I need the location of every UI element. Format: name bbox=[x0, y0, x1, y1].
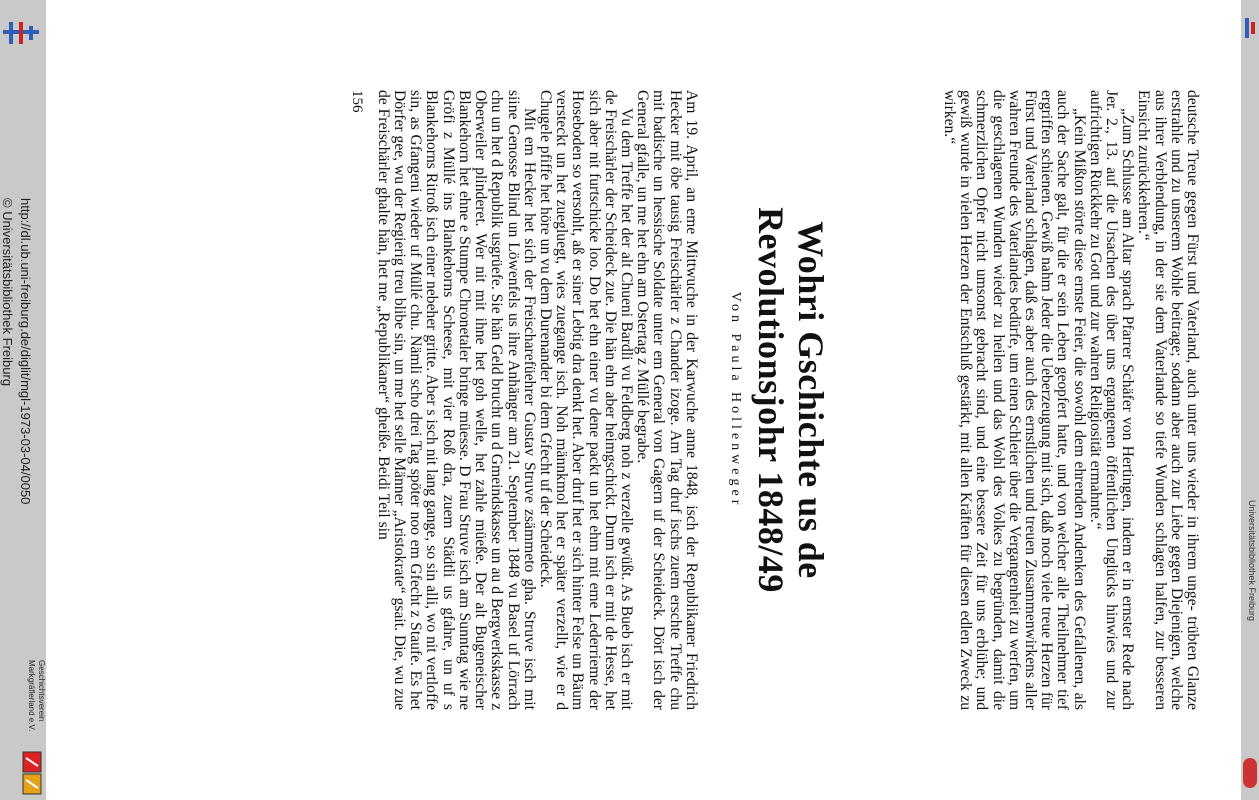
right-margin-label: Universitätsbibliothek Freiburg bbox=[1247, 500, 1257, 622]
permalink-text[interactable]: http://dl.ub.uni-freiburg.de/diglit/mgl-1973-03-04/0050 bbox=[18, 198, 33, 505]
article-title: Wohri Gschichte us de Revolutionsjohr 1848/49 bbox=[750, 207, 831, 593]
society-name-line2: Markgräflerland e.V. bbox=[27, 660, 36, 732]
page-number: 156 bbox=[348, 90, 365, 113]
society-name-line1: Geschichtsverein bbox=[37, 660, 46, 722]
coat-of-arms-icon bbox=[22, 750, 42, 798]
continued-paragraph: deutsche Treue gegen Fürst und Vaterland, auch unter uns wieder in ihrem unge- trübten Glanze erstrahle und zu unserem Wohle beitrage; sodann aber auch zur Liebe gegen Diejenigen, welche aus ihrer Verblendung, in der sie dem Vaterlande so tiefe Wunden schlagen halfen, zur besseren Einsicht zurückkehren.“ bbox=[1135, 90, 1201, 710]
left-viewer-margin bbox=[0, 0, 46, 800]
library-logo-icon bbox=[3, 20, 39, 46]
library-logo-icon bbox=[1245, 18, 1255, 38]
paragraph: Am 19. April, an eme Mittwuche in der Karwuche anne 1848, isch der Republikaner Friedrich Hecker mit öbe tausig Freischärler z Chander izoge. Am Tag druf ischs zuem erschte Treffe chu mit badische un hessische Soldate unter em General von Gagern uf der Scheideck. Dört isch der General gfalle, un me het ehn am Ostertag z Müllé begrabe. bbox=[634, 90, 700, 710]
right-viewer-margin bbox=[1241, 0, 1259, 800]
crest-icon bbox=[1243, 758, 1257, 788]
paragraph: Vu dem Treffe het der alt Chueni Bardli vu Feldberg noh z verzelle gwüßt. As Bueb isch er mit de Freischärler der Scheideck zue. Die hän ehn aber heimgschickt. Drum isch er mit de Hesse, het sich aber nit furtschicke loo. Do het ehn einer vu dene packt un het ehm mit eme Lederrieme der Hoseboden so versohlt, aß er siner Lebtig dra denkt het. Aber druf het er sich hinter Felse un Bäum versteckt un het zuegluegt, wies zuegange isch. Noh männkmol het er später verzellt, wie er d Chugele pfiffe het höre un vu dem Durenander bi dem Gfecht uf der Scheideck. bbox=[536, 90, 635, 710]
scanned-page-view bbox=[50, 0, 1235, 800]
paragraph: „Zum Schlusse am Altar sprach Pfarrer Schäfer von Hertingen, indem er in ernster Rede nach Jer. 2., 13. auf die Ursachen des über uns ergangenen öffentlichen Unglücks hinwies und zur aufrichtigen Rückkehr zu Gott und zur wahren Religiosität ermahnte.“ bbox=[1086, 90, 1137, 710]
article-byline: Von Paula Hollenweger bbox=[727, 291, 743, 509]
document-page bbox=[100, 90, 1200, 710]
paragraph: Mit em Hecker het sich der Freischarefüehrer Gustav Struve zsämmeto gha. Struve isch mit siine Genosse Blind un Löwenfels us ihre Anhänger am 21. September 1848 vu Basel uf Lörrach chu un het d Republik usgrüefe. Sie hän Geld brucht un d Gmeindskasse un au d Bergwerkskasse z Oberweiler plinderet. Wer nit mit ihne het goh welle, het zahle müeße. Der alt Bugeneischer Blankehorn het ehne e Stumpe Chronetaler bringe müesse. D Frau Struve isch am Sunntag wie ne Gröfi z Müllé ins Blankehorns Scheese, mit vier Roß dra, zuem Städtli us gfahre, un uf s Blankehorns Ritroß isch einer nebeher gritte. Aber s isch nit lang gange, so sin alli, wo nit vertloffe sin, as Gfangeni wieder uf Müllé chu. Nämli scho drei Tag spöter noo em Gfecht z Staufe. Es het Dörfer gee, wu der Regierig treu blibe sin, un me het selle Männer „Aristokrate“ gsait. Die, wu zue de Freischärler ghalte hän, het me „Republikaner“ gheiße. Beidi Teil sin bbox=[374, 90, 538, 710]
copyright-text: © Universitätsbibliothek Freiburg bbox=[0, 198, 15, 387]
paragraph: „Kein Mißton störte diese ernste Feier, die sowohl dem ehrenden Andenken des Gefallenen, als auch der Sache galt, für die er sein Leben geopfert hatte, und von welcher alle Theilnehmer tief ergriffen schienen. Gewiß nahm Jeder die Ueberzeugung mit sich, daß noch viele treue Herzen für Fürst und Vaterland schlagen, daß es aber auch des ernstlichen und treuen Zusammenwirkens aller wahren Freunde des Vaterlandes bedürfe, um einen Schleier über die Vergangenheit zu werfen, um die geschlagenen Wunden wieder zu heilen und das Wohl des Volkes zu begründen, damit die schmerzlichen Opfer nicht umsonst gebracht sind, und eine bessere Zeit für uns erblühe; und gewiß wurde in vielen Herzen der Entschluß gestärkt, mit allen Kräften für diesen edlen Zweck zu wirken.“ bbox=[940, 90, 1088, 710]
section-gap bbox=[859, 90, 941, 710]
